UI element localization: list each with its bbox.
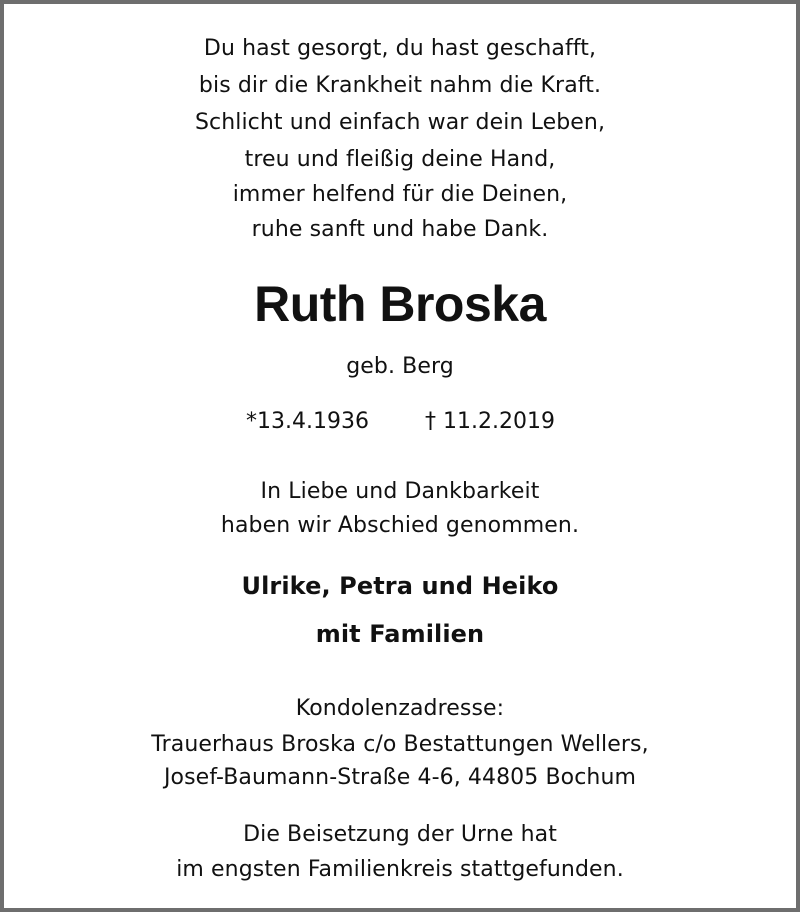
- condolence-heading: Kondolenzadresse:: [295, 696, 505, 721]
- poem-line: bis dir die Krankheit nahm die Kraft.: [198, 73, 602, 98]
- burial-note-line: im engsten Familienkreis stattgefunden.: [176, 857, 624, 882]
- maiden-name: geb. Berg: [346, 354, 454, 379]
- farewell-line: In Liebe und Dankbarkeit: [260, 479, 540, 504]
- farewell-line: haben wir Abschied genommen.: [220, 513, 580, 538]
- poem-line: immer helfend für die Deinen,: [232, 182, 568, 207]
- condolence-address-line: Trauerhaus Broska c/o Bestattungen Wellers,: [151, 732, 649, 757]
- burial-note-line: Die Beisetzung der Urne hat: [243, 822, 557, 847]
- poem-line: Du hast gesorgt, du hast geschafft,: [203, 36, 597, 61]
- poem-line: ruhe sanft und habe Dank.: [251, 217, 549, 242]
- life-dates: [4, 408, 796, 438]
- condolence-address-line: Josef-Baumann-Straße 4-6, 44805 Bochum: [163, 765, 637, 790]
- death-date: † 11.2.2019: [425, 409, 555, 434]
- birth-date: *13.4.1936: [246, 409, 369, 434]
- poem-line: Schlicht und einfach war dein Leben,: [194, 110, 606, 135]
- mourners-names: Ulrike, Petra und Heiko: [241, 572, 559, 600]
- mourners-families: mit Familien: [315, 620, 485, 648]
- poem-line: treu und fleißig deine Hand,: [244, 147, 556, 172]
- deceased-name: Ruth Broska: [254, 276, 546, 332]
